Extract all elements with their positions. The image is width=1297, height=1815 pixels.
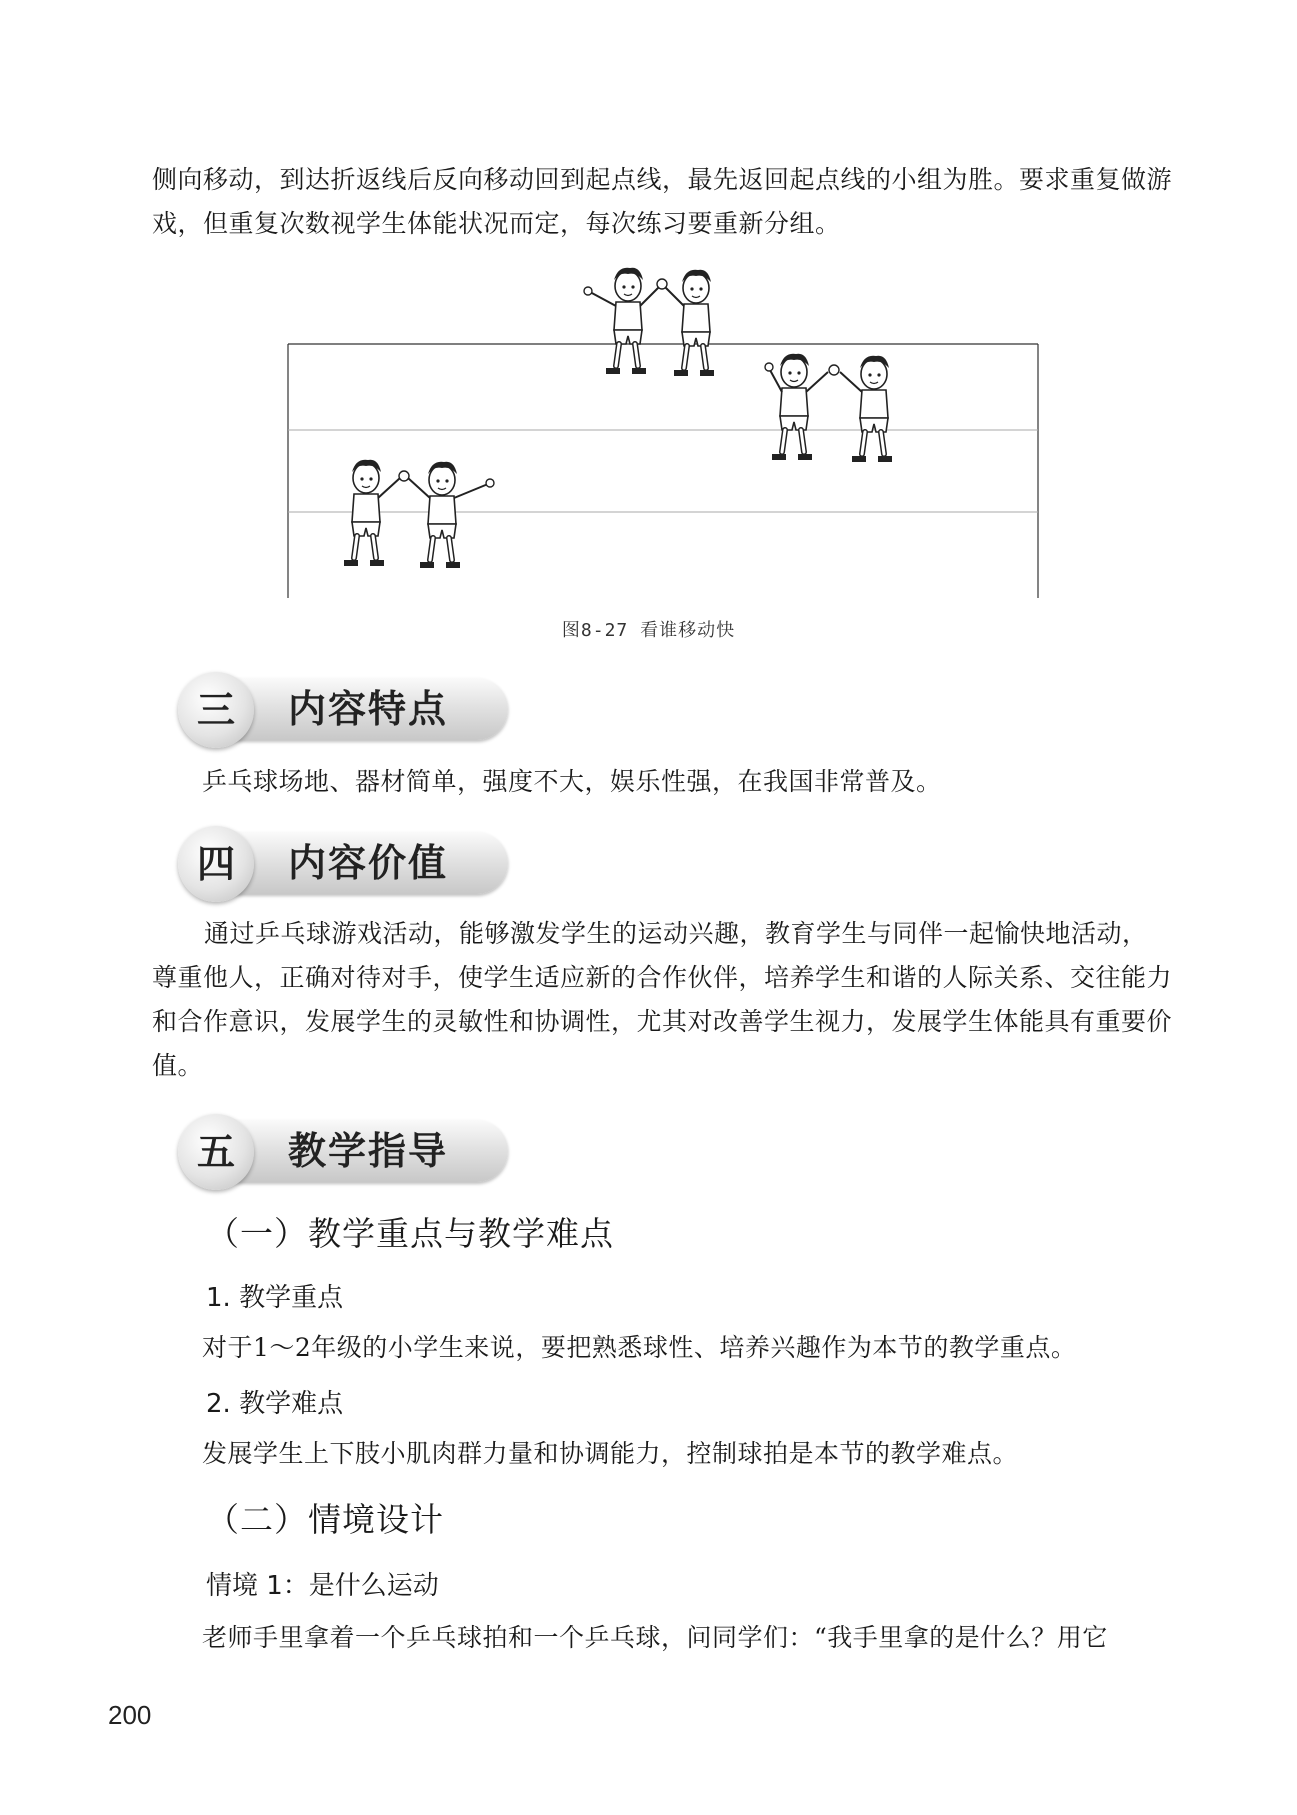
page-number: 200	[108, 1700, 152, 1730]
section-4-body: 通过乒乓球游戏活动，能够激发学生的运动兴趣，教育学生与同伴一起愉快地活动，尊重他人，正确对待对手，使学生适应新的合作伙伴，培养学生和谐的人际关系、交往能力和合作意识，发展学生的灵敏性和协调性，尤其对改善学生视力，发展学生体能具有重要价值。	[152, 919, 1173, 1080]
field-illustration	[0, 0, 1297, 640]
section-number: 三	[178, 672, 254, 748]
scenario-1-title: 情境 1：是什么运动	[206, 1571, 439, 1601]
section-title: 内容价值	[288, 841, 449, 885]
figure-8-27	[0, 0, 1297, 640]
section-heading-5	[178, 1114, 508, 1194]
section-heading-4	[178, 826, 508, 906]
figure-caption: 图8-27 看谁移动快	[561, 620, 736, 641]
point-2-title: 2. 教学难点	[206, 1389, 344, 1419]
intro-paragraph: 侧向移动，到达折返线后反向移动回到起点线，最先返回起点线的小组为胜。要求重复做游戏，但重复次数视学生体能状况而定，每次练习要重新分组。	[152, 165, 1173, 238]
scenario-1-body: 老师手里拿着一个乒乓球拍和一个乒乓球，问同学们：“我手里拿的是什么？用它	[202, 1623, 1108, 1652]
section-number: 四	[178, 826, 254, 902]
section-3-body: 乒乓球场地、器材简单，强度不大，娱乐性强，在我国非常普及。	[202, 767, 942, 796]
subsection-1-title: （一）教学重点与教学难点	[206, 1214, 614, 1253]
pair-right	[765, 354, 892, 462]
section-number: 五	[178, 1114, 254, 1190]
point-1-title: 1. 教学重点	[206, 1283, 344, 1313]
point-2-body: 发展学生上下肢小肌肉群力量和协调能力，控制球拍是本节的教学难点。	[202, 1439, 1019, 1468]
point-1-body: 对于1～2年级的小学生来说，要把熟悉球性、培养兴趣作为本节的教学重点。	[202, 1333, 1077, 1362]
pair-left	[344, 460, 494, 568]
pair-top	[584, 268, 714, 376]
section-heading-3	[178, 672, 508, 752]
section-title: 教学指导	[288, 1129, 449, 1173]
section-title: 内容特点	[288, 687, 449, 731]
subsection-2-title: （二）情境设计	[206, 1500, 444, 1539]
